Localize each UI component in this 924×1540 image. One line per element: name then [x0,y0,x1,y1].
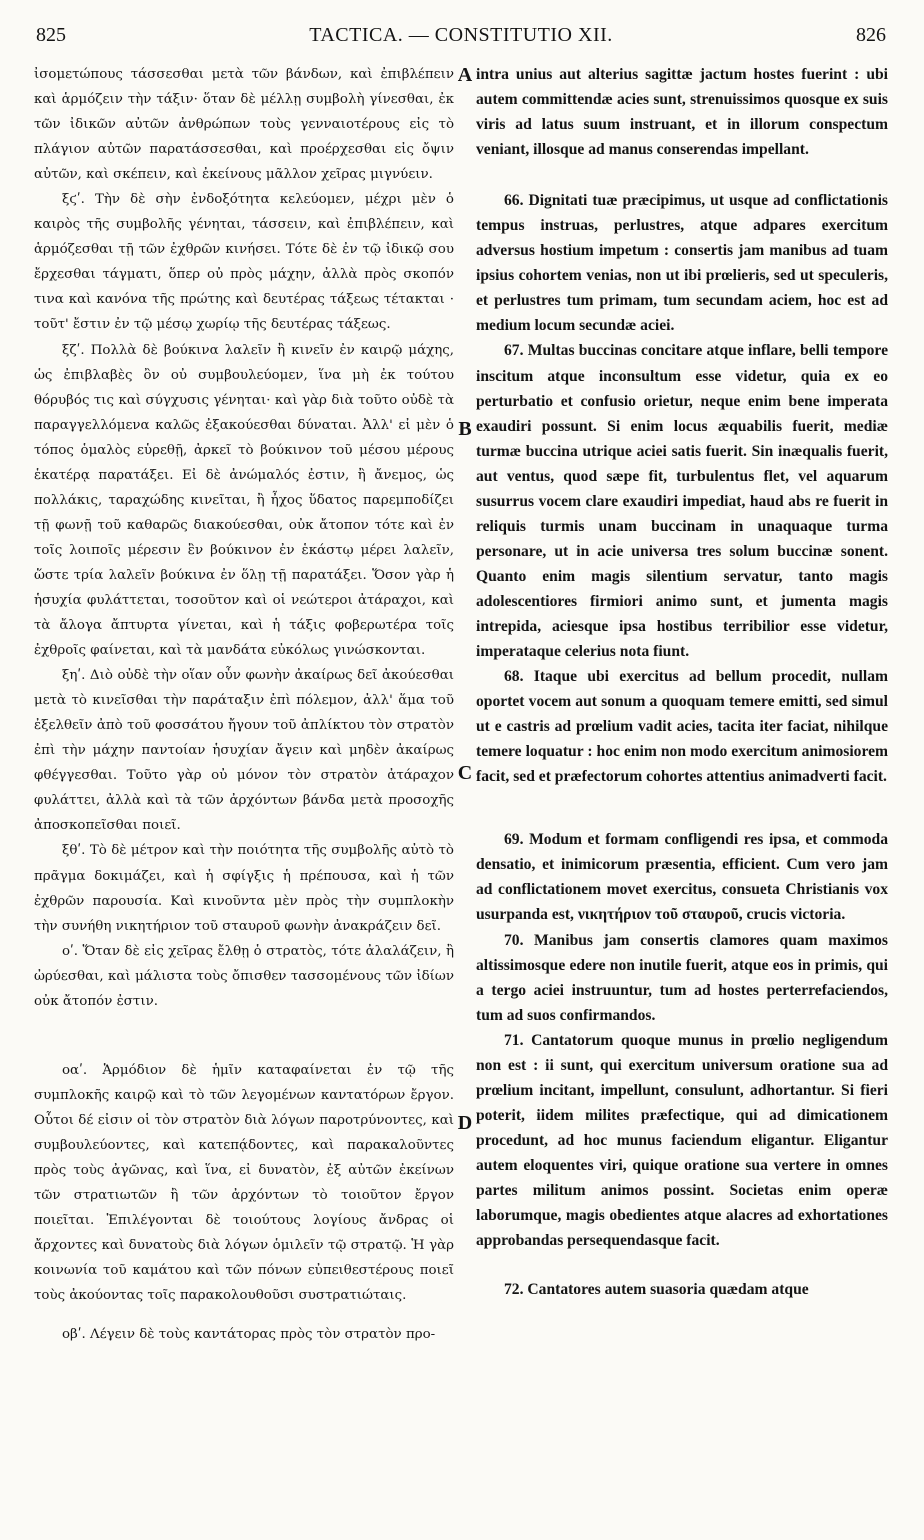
greek-paragraph-66: ξϛʹ. Τὴν δὲ σὴν ἐνδοξότητα κελεύομεν, μέχρι μὲν ὁ καιρὸς τῆς συμβολῆς γένηται, τάσσειν, καὶ ἐπιβλέπειν, καὶ ἁρμόζεσθαι τῇ τῶν ἐχθρῶν κινήσει. Τότε δὲ ἐν τῷ ἰδικῷ σου ἔρχεσθαι τάγματι, ὅπερ οὐ πρὸς μάχην, ἀλλὰ πρὸς σκοπόν τινα καὶ κανόνα τῆς πρώτης καὶ δευτέρας τάξεως τέτακται · τοῦτ' ἔστιν ἐν τῷ μέσῳ χωρίῳ τῆς δευτέρας τάξεως. [34,192,454,333]
latin-paragraph-67: 67. Multas buccinas concitare atque inflare, belli tempore inscitum atque inconsultum esse videtur, quia ex eo perturbatio et confusio orietur, neque enim bene imperata exaudiri possunt. Si enim locus æquabilis fuerit, mediæ turmæ buccina utrique aciei satis fuerit. Sin inæqualis fuerit, aut ventus, quod sæpe fit, turbulentus flet, vel aquarum susurrus vocem clare exaudiri impediat, haud abs re fuerit in reliquis turmis unam buccinam in unaquaque turma personare, ut in acie universa tres solum buccinæ sonent. Quanto enim magis silentium servatur, tanto magis adolescentiores firmiori animo sunt, et jumenta magis intrepida, aciesque ipsa hostibus terribilior esse videtur, imperataque celerius nota fiunt. [476,342,888,661]
section-marker-c: C [457,762,473,784]
latin-paragraph-71: 71. Cantatorum quoque munus in prœlio negligendum non est : ii sunt, qui exercitum universum oratione sua ad prœlium incitant, impellunt, consulunt, adhortantur. Si fieri poterit, iidem milites præfectique, qui ad dimicationem procedunt, ad hoc munus faciendum eligantur. Eligantur autem eloquentes viri, quique oratione sua vertere in omnes partes militum animos possint. Societas enim operæ laborumque, magis obedientes atque alacres ad exhortationes approbandas persequendasque facit. [476,1031,888,1250]
latin-paragraph-66: 66. Dignitati tuæ præcipimus, ut usque ad conflictationis tempus instruas, perlustres, atque adpares exercitum adversus hostium impetum : consertis jam manibus ad tuam ipsius cohortem venias, non ut ibi prœlieris, sed ut speculeris, et perlustres tum primam, tum secundam aciem, hoc est ad medium locum secundæ aciei. [476,192,888,335]
latin-paragraph-intro: intra unius aut alterius sagittæ jactum hostes fuerint : ubi autem committendæ acies sunt, strenuissimos quosque ex suis viris ad latus suum instruant, et in illorum conspectum veniant, illosque ad manus conserendas impellant. [476,66,888,159]
section-marker-a: A [457,64,473,86]
right-page-number: 826 [856,24,886,46]
greek-paragraph-68: ξηʹ. Διὸ οὐδὲ τὴν οἵαν οὖν φωνὴν ἀκαίρως δεῖ ἀκούεσθαι μετὰ τὸ κινεῖσθαι τὴν παράταξιν ἐπὶ πόλεμον, ἀλλ' ἅμα τοῦ ἐξελθεῖν ἀπὸ τοῦ φοσσάτου ἤγουν τοῦ ἀπλίκτου τὸν στρατὸν ἐπὶ τὴν μάχην παντοίαν ἡσυχίαν ἄγειν καὶ μηδὲν ἀκαίρως φθέγγεσθαι. Τοῦτο γὰρ οὐ μόνον τὸν στρατὸν ἀτάραχον φυλάττει, ἀλλὰ καὶ τὰ τῶν ἀρχόντων βάνδα μετὰ προσοχῆς ἀποσκοπεῖσθαι ποιεῖ. [34,668,454,834]
greek-column [34,62,454,1520]
greek-paragraph-intro: ἰσομετώπους τάσσεσθαι μετὰ τῶν βάνδων, καὶ ἐπιβλέπειν καὶ ἁρμόζειν τὴν τάξιν· ὅταν δὲ μέλλῃ συμβολὴ γίνεσθαι, ἐκ τῶν ἰδικῶν αὐτῶν ἀνθρώπων τοὺς γενναιοτέρους εἰς τὸ πλάγιον αὐτῶν παρατάσσεσθαι, καὶ προέρχεσθαι εἰς ὄψιν αὐτῶν, καὶ σκέπειν, καὶ ἐκείνους μᾶλλον χεῖρας μιγνύειν. [34,67,454,183]
latin-paragraph-69: 69. Modum et formam confligendi res ipsa, et commoda densatio, et inimicorum præsentia, efficient. Cum vero jam ad conflictationem movet exercitus, consueta Christianis vox usurpanda est, νικητήριον τοῦ σταυροῦ, crucis victoria. [476,831,888,924]
page-header [36,24,886,54]
latin-paragraph-68: 68. Itaque ubi exercitus ad bellum procedit, nullam oportet vocem aut sonum a quoquam temere emitti, sed simul ut e castris ad prœlium vadit acies, tacita iter faciat, nihilque temere loquatur : hoc enim non modo exercitum animosiorem facit, sed et præfectorum cohortes attentius animadverti facit. [476,668,888,786]
greek-paragraph-67: ξζʹ. Πολλὰ δὲ βούκινα λαλεῖν ἢ κινεῖν ἐν καιρῷ μάχης, ὡς ἐπιβλαβὲς ὂν οὐ συμβουλεύομεν, ἵνα μὴ ἐκ τούτου θόρυβός τις καὶ σύγχυσις γένηται· καὶ γὰρ διὰ τοῦτο οὐδὲ τὰ παραγγελλόμενα καλῶς ἐξακούεσθαι δύναται. Ἀλλ' εἰ μὲν ὁ τόπος ὁμαλὸς εὑρεθῇ, ἀρκεῖ τὸ βούκινον τοῦ μέσου μέρους ἑκατέρᾳ παρατάξει. Εἰ δὲ ἀνώμαλός ἐστιν, ἢ ἄνεμος, ὡς πολλάκις, ταραχώδης κινεῖται, ἢ ἦχος ὕδατος παρεμποδίζει τῇ φωνῇ τοῦ καθαρῶς διακούεσθαι, οὐκ ἄτοπον τότε καὶ ἐν τοῖς λοιποῖς μέρεσιν ἓν βούκινον ἐν ἑκάστῳ μέρει λαλεῖν, ὥστε τρία λαλεῖν βούκινα ἐν ὅλῃ τῇ παρατάξει. Ὅσον γὰρ ἡ ἡσυχία φυλάττεται, τοσοῦτον καὶ οἱ νεώτεροι ἀτάραχοι, καὶ τὰ ἄλογα ἄπτυρτα γίνεται, καὶ ἡ τάξις φοβερωτέρα τοῖς ἐχθροῖς φαίνεται, καὶ τὰ μανδάτα εὐκόλως γινώσκονται. [34,342,454,659]
greek-paragraph-71: οαʹ. Ἁρμόδιον δὲ ἡμῖν καταφαίνεται ἐν τῷ τῆς συμπλοκῆς καιρῷ καὶ τὸ τῶν λεγομένων καντατόρων ἔργον. Οὗτοι δέ εἰσιν οἱ τὸν στρατὸν διὰ λόγων παροτρύνοντες, καὶ συμβουλεύοντες, καὶ κατεπᾴδοντες, καὶ παρακαλοῦντες πρὸς τοὺς ἀγῶνας, καὶ ἵνα, εἰ δυνατὸν, ἐξ αὐτῶν ἐκείνων τῶν στρατιωτῶν ἢ τῶν ἀρχόντων τὸ τοιοῦτον ἔργον ποιεῖται. Ἐπιλέγονται δὲ τοιούτους λογίους ἄνδρας οἱ ἄρχοντες καὶ δυνατοὺς διὰ λόγων ὁμιλεῖν τῷ στρατῷ. Ἡ γὰρ κοινωνία τοῦ καμάτου καὶ τῶν πόνων εὐπειθεστέρους ποιεῖ τοὺς ἀκούοντας τοῖς παρακολουθοῦσι συστρατιώταις. [34,1062,454,1304]
greek-paragraph-70: οʹ. Ὅταν δὲ εἰς χεῖρας ἔλθῃ ὁ στρατὸς, τότε ἀλαλάζειν, ἢ ὠρύεσθαι, καὶ μάλιστα τοὺς ὄπισθεν τασσομένους τῶν ἰδίων οὐκ ἄτοπόν ἐστιν. [34,943,454,1009]
latin-paragraph-70: 70. Manibus jam consertis clamores quam maximos altissimosque edere non inutile fuerit, atque eos in primis, qui a tergo aciei instruuntur, tum ad hostes perterrefaciendos, tum ad suos confirmandos. [476,931,888,1024]
latin-column [476,62,888,1520]
section-marker-d: D [457,1112,473,1134]
section-marker-b: B [458,418,472,440]
left-page-number: 825 [36,24,66,46]
running-title: TACTICA. — CONSTITUTIO XII. [309,24,613,46]
latin-paragraph-72: 72. Cantatores autem suasoria quædam atque [504,1281,809,1299]
greek-paragraph-69: ξθʹ. Τὸ δὲ μέτρον καὶ τὴν ποιότητα τῆς συμβολῆς αὐτὸ τὸ πρᾶγμα δοκιμάζει, καὶ ἡ σφίγξις ἡ πρέπουσα, καὶ ἡ τῶν ἐχθρῶν παρουσία. Καὶ κινοῦντα μὲν πρὸς τὴν συμπλοκὴν τὴν συνήθη νικητήριον τοῦ σταυροῦ φωνὴν ἀνακράζειν δεῖ. [34,843,454,934]
greek-paragraph-72: οβʹ. Λέγειν δὲ τοὺς καντάτορας πρὸς τὸν στρατὸν προ- [62,1327,436,1343]
